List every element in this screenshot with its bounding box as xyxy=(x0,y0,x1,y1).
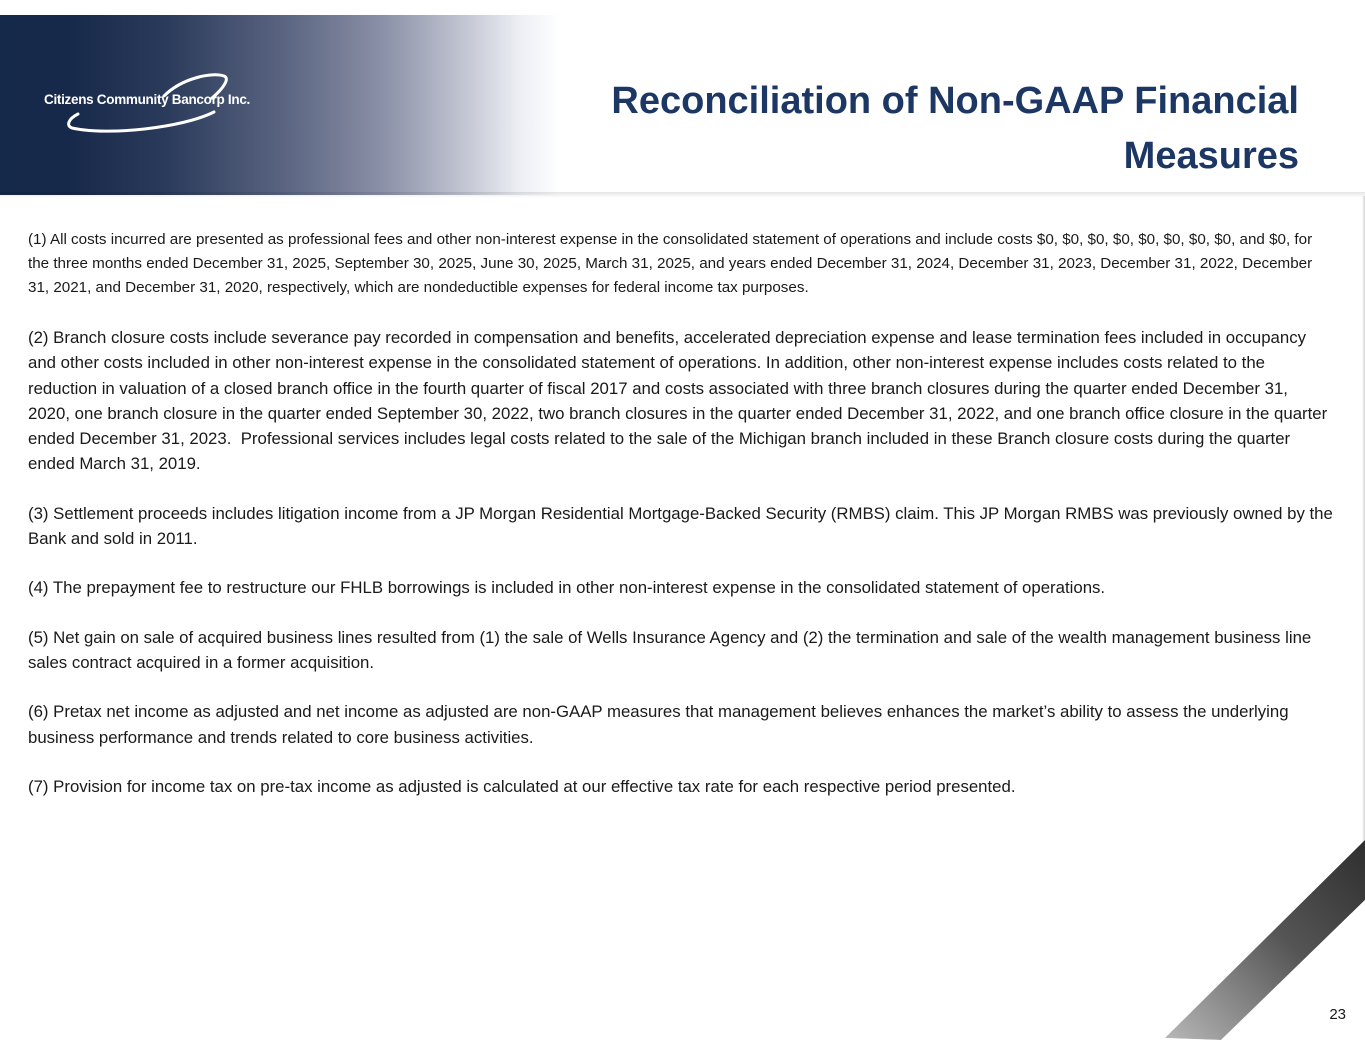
page-title: Reconciliation of Non-GAAP Financial Measures xyxy=(611,80,1299,177)
logo-text: Citizens Community Bancorp Inc. xyxy=(44,92,250,107)
header-shadow xyxy=(0,192,1365,198)
footnote-2: (2) Branch closure costs include severance pay recorded in compensation and benefits, accelerated depreciation expense and lease termination fees included in occupancy and other costs included in other non-interest expense in the consolidated statement of operations. In addition, other non-interest expense includes costs related to the reduction in valuation of a closed branch office in the fourth quarter of fiscal 2017 and costs associated with three branch closures during the quarter ended December 31, 2020, one branch closure in the quarter ended September 30, 2022, two branch closures in the quarter ended December 31, 2022, and one branch office closure in the quarter ended December 31, 2023. Professional services includes legal costs related to the sale of the Michigan branch included in these Branch closure costs during the quarter ended March 31, 2019. xyxy=(28,328,1332,474)
footnote-4: (4) The prepayment fee to restructure our FHLB borrowings is included in other non-interest expense in the consolidated statement of operations. xyxy=(28,578,1106,598)
footnote-1: (1) All costs incurred are presented as professional fees and other non-interest expense in the consolidated statement of operations and include costs $0, $0, $0, $0, $0, $0, $0, $0, and $0, for the three months ended December 31, 2025, September 30, 2025, June 30, 2025, March 31, 2025, and years ended December 31, 2024, December 31, 2023, December 31, 2022, December 31, 2021, and December 31, 2020, respectively, which are nondeductible expenses for federal income tax purposes. xyxy=(28,231,1317,296)
slide-top-strip xyxy=(0,0,1365,15)
footnote-3: (3) Settlement proceeds includes litigation income from a JP Morgan Residential Mortgage-Backed Security (RMBS) claim. This JP Morgan RMBS was previously owned by the Bank and sold in 2011. xyxy=(28,503,1338,549)
company-logo xyxy=(44,72,274,138)
page-number: 23 xyxy=(1329,1006,1346,1023)
footnote-5: (5) Net gain on sale of acquired business lines resulted from (1) the sale of Wells Insurance Agency and (2) the termination and sale of the wealth management business line sales contract acquired in a former acquisition. xyxy=(28,627,1316,672)
footnote-7: (7) Provision for income tax on pre-tax income as adjusted is calculated at our effective tax rate for each respective period presented. xyxy=(28,776,1016,796)
footnotes xyxy=(28,228,1338,823)
footnote-6: (6) Pretax net income as adjusted and net income as adjusted are non-GAAP measures that management believes enhances the market’s ability to assess the underlying business performance and trends related to core business activities. xyxy=(28,702,1294,747)
